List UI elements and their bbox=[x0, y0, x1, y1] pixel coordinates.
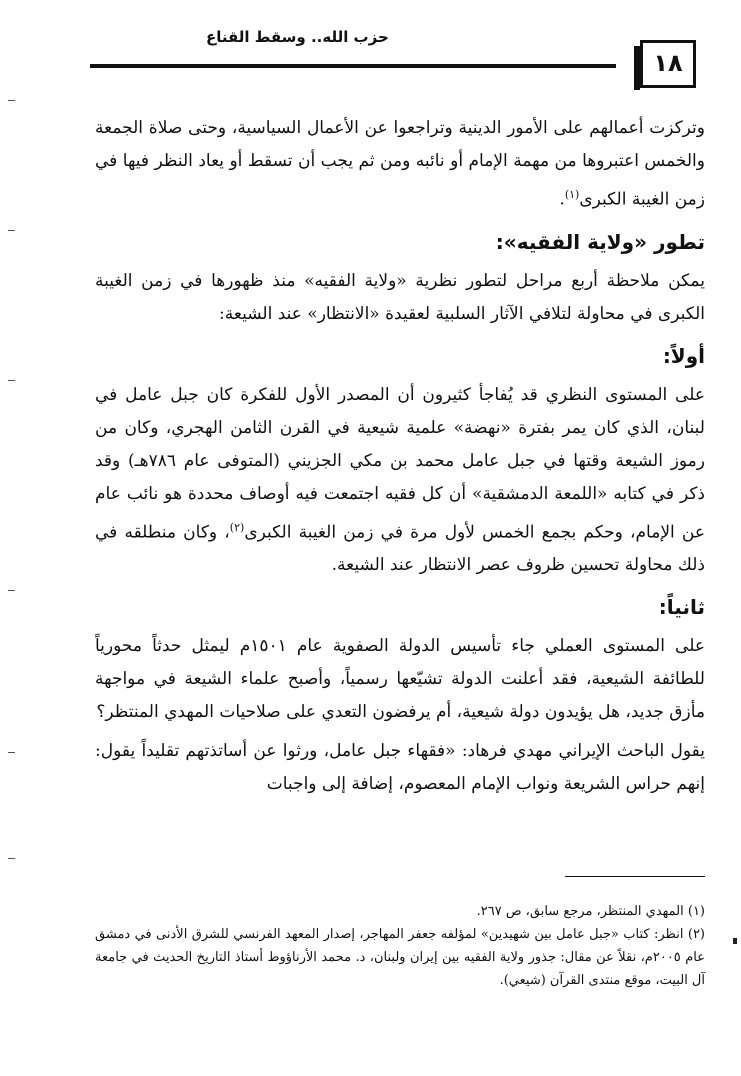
footnote-2: (٢) انظر: كتاب «جبل عامل بين شهيدين» لمؤلفه جعفر المهاجر، إصدار المعهد الفرنسي للشرق الأدنى في دمشق عام ٢٠٠٥م، نقلاً عن مقال: جذور ولاية الفقيه بين إيران ولبنان، د. محمد الأرناؤوط أستاذ التاريخ الحديث في جامعة آل البيت، موقع منتدى القرآن (شيعي). bbox=[95, 927, 705, 988]
paragraph-1-text: وتركزت أعمالهم على الأمور الدينية وتراجعوا عن الأعمال السياسية، وحتى صلاة الجمعة والخمس اعتبروها من مهمة الإمام أو نائبه ومن ثم يجب أن تسقط أو يعاد النظر فيها في زمن الغيبة الكبرى bbox=[95, 118, 705, 210]
footnote-1: (١) المهدي المنتظر، مرجع سابق، ص ٢٦٧. bbox=[476, 904, 705, 919]
header-rule bbox=[90, 64, 616, 68]
page-number: ١٨ bbox=[640, 40, 696, 88]
margin-tick bbox=[8, 230, 15, 231]
margin-tick bbox=[8, 100, 15, 101]
heading-wilayat-al-faqih: تطور «ولاية الفقيه»: bbox=[495, 229, 705, 254]
footnote-ref-2: (٢) bbox=[229, 520, 245, 534]
footnote-rule bbox=[565, 876, 705, 877]
paragraph-3-text: على المستوى النظري قد يُفاجأ كثيرون أن المصدر الأول للفكرة كان جبل عامل في لبنان، الذي كان يمر بفترة «نهضة» علمية شيعية في القرن الثامن الهجري، وكان من رموز الشيعة وقتها في جبل عامل محمد بن مكي الجزيني (المتوفى عام ٧٨٦هـ) وقد ذكر في كتابه «اللمعة الدمشقية» أن كل فقيه اجتمعت فيه أوصاف محددة هو نائب عام عن الإمام، وحكم بجمع الخمس لأول مرة في زمن الغيبة الكبرى bbox=[95, 384, 705, 543]
footnote-ref-1: (١) bbox=[564, 188, 580, 201]
paragraph-3-end: ، وكان منطلقه في ذلك محاولة تحسين ظروف عصر الانتظار عند الشيعة. bbox=[95, 522, 705, 576]
heading-first: أولاً: bbox=[662, 343, 705, 368]
paragraph-3 bbox=[95, 379, 705, 583]
paragraph-2: يمكن ملاحظة أربع مراحل لتطور نظرية «ولاية الفقيه» منذ ظهورها في زمن الغيبة الكبرى في محاولة لتلافي الآثار السلبية لعقيدة «الانتظار» عند الشيعة: bbox=[95, 270, 705, 324]
running-title: حزب الله.. وسقط القناع bbox=[206, 28, 389, 46]
running-header bbox=[90, 22, 696, 82]
paragraph-5: يقول الباحث الإيراني مهدي فرهاد: «فقهاء جبل عامل، ورثوا عن أساتذتهم تقليداً يقول: إنهم حراس الشريعة ونواب الإمام المعصوم، إضافة إلى واجبات bbox=[95, 741, 705, 795]
margin-tick bbox=[8, 752, 15, 753]
paragraph-1 bbox=[95, 112, 705, 217]
margin-tick bbox=[8, 858, 15, 859]
body-text bbox=[95, 112, 705, 801]
paragraph-1-end: . bbox=[559, 189, 565, 210]
heading-second: ثانياً: bbox=[658, 595, 705, 620]
footnote-list bbox=[95, 900, 705, 992]
margin-tick bbox=[8, 590, 15, 591]
margin-dot bbox=[733, 938, 737, 944]
paragraph-4: على المستوى العملي جاء تأسيس الدولة الصفوية عام ١٥٠١م ليمثل حدثاً محورياً للطائفة الشيعية، فقد أعلنت الدولة تشيّعها رسمياً، وأصبح علماء الشيعة في مواجهة مأزق جديد، هل يؤيدون دولة شيعية، أم يرفضون التعدي على صلاحيات المهدي المنتظر؟ bbox=[95, 636, 705, 723]
margin-tick bbox=[8, 380, 15, 381]
